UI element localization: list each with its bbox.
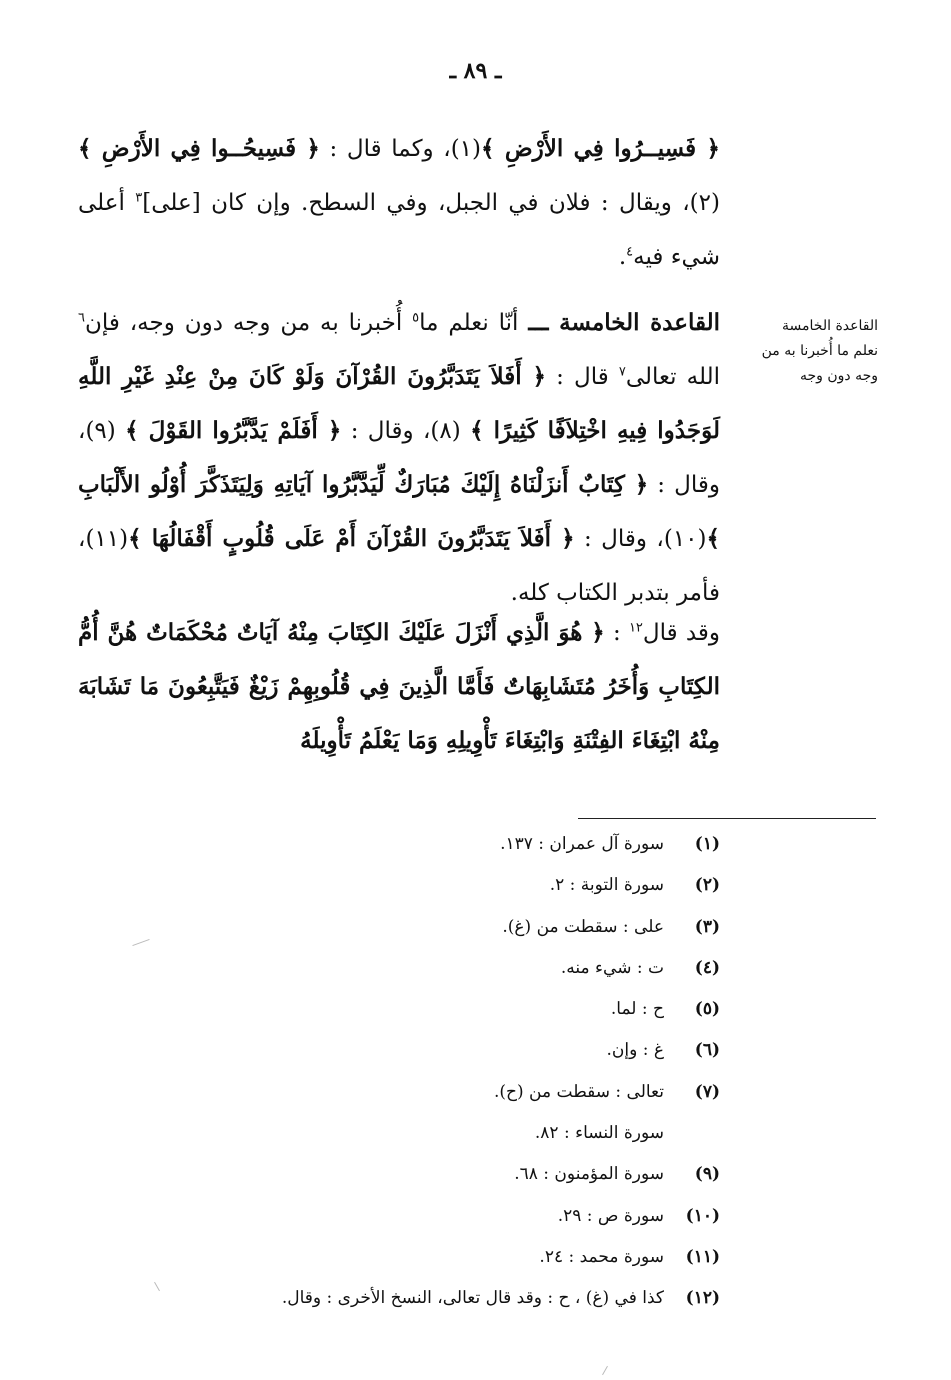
footnote-text: سورة آل عمران : ١٣٧. [500, 834, 664, 854]
footnote-ref: (١١) [85, 526, 129, 552]
footnote-number: (٣) [694, 916, 720, 937]
footnote-text: غ : وإن. [606, 1040, 664, 1061]
footnote-ref: ٦ [78, 310, 85, 326]
footnote-divider [578, 818, 876, 819]
text-run: : [604, 620, 629, 646]
footnote-text: على : سقطت من (غ). [502, 916, 664, 937]
footnote-item [140, 1040, 720, 1081]
quran-quote: ﴿ أَفَلاَ يَتَدَبَّرُونَ القُرْآنَ وَلَوْ كَانَ مِنْ عِنْدِ غَيْرِ اللَّهِ لَوَجَدُوا فِيهِ اخْتِلاَفًا كَثِيرًا ﴾ [78, 363, 720, 444]
quran-quote: ﴿ أَفَلاَ يَتَدَبَّرُونَ القُرْآنَ أَمْ عَلَى قُلُوبٍ أَقْفَالُهَا ﴾ [128, 525, 575, 552]
text-run: وقد قال [642, 620, 721, 646]
footnote-ref: ٧ [618, 364, 626, 380]
text-run: أنّا نعلم ما [419, 310, 529, 336]
text-run: ، فأمر بتدبر الكتاب كله. [78, 526, 720, 606]
page-number: ـ ٨٩ ـ [449, 58, 502, 84]
footnote-number: (٥) [694, 999, 720, 1020]
footnote-ref: (٨) [430, 418, 471, 444]
margin-note [738, 314, 878, 389]
footnote-number: (١٠) [685, 1205, 720, 1226]
text-run: ، وكما قال : [319, 136, 451, 162]
footnote-ref: (١) [450, 136, 482, 162]
footnote-ref: (١٠) [663, 526, 707, 552]
footnote-text: ت : شيء منه. [560, 957, 664, 978]
paragraph-1 [78, 122, 720, 284]
footnote-text: سورة النساء : ٨٢. [534, 1123, 664, 1144]
footnote-item [140, 1082, 720, 1123]
margin-note-line: نعلم ما أُخبرنا به من [761, 343, 878, 359]
footnote-number: (١٢) [685, 1288, 720, 1309]
footnote-item [140, 1247, 720, 1288]
footnote-number: (٩) [694, 1164, 720, 1185]
text-run: ، وقال : [574, 526, 664, 552]
footnote-ref: ١٢ [628, 620, 643, 636]
footnote-text: تعالى : سقطت من (ح). [494, 1081, 664, 1102]
text-run: ، وقال : [78, 418, 720, 498]
quran-quote: ﴿ فَسِيحُــوا فِي الأَرْضِ ﴾ [78, 135, 320, 162]
footnote-number: (١١) [685, 1246, 720, 1267]
text-run: ، وقال : [341, 418, 431, 444]
footnote-item [140, 999, 720, 1040]
text-run: أُخبرنا به من وجه دون وجه، فإن [84, 310, 413, 336]
footnote-item [140, 1123, 720, 1164]
footnote-text: سورة المؤمنون : ٦٨. [514, 1164, 664, 1185]
footnote-number: (٢) [694, 875, 720, 896]
footnote-number: (٧) [694, 1081, 720, 1102]
scan-mark [602, 1366, 608, 1375]
quran-quote: ﴿ أَفَلَمْ يَدَّبَّرُوا القَوْلَ ﴾ [125, 417, 342, 444]
text-run: . [618, 244, 627, 270]
rule-heading: القاعدة الخامسة ـــ [528, 309, 720, 336]
paragraph-3 [78, 606, 720, 768]
quran-quote: ﴿ هُوَ الَّذِي أَنْزَلَ عَلَيْكَ الكِتَابَ مِنْهُ آيَاتٌ مُحْكَمَاتٌ هُنَّ أُمُّ الكِتَابِ وَأُخَرُ مُتَشَابِهَاتٌ فَأَمَّا الَّذِينَ فِي قُلُوبِهِمْ زَيْغٌ فَيَتَّبِعُونَ مَا تَشَابَهَ مِنْهُ ابْتِغَاءَ الفِتْنَةِ وَابْتِغَاءَ تَأْوِيلِهِ وَمَا يَعْلَمُ تَأْوِيلَهُ [78, 619, 720, 754]
margin-note-line: وجه دون وجه [799, 368, 878, 384]
footnotes-list [140, 834, 720, 1330]
footnote-ref: ٥ [412, 310, 420, 326]
footnote-item [140, 834, 720, 875]
footnote-text: كذا في (غ) ، ح : وقد قال تعالى، النسخ الأخرى : وقال. [281, 1288, 664, 1309]
footnote-number: (٦) [694, 1040, 720, 1061]
footnote-ref: ٣ [135, 190, 143, 206]
footnote-text: سورة التوبة : ٢. [549, 875, 664, 896]
footnote-text: سورة ص : ٢٩. [557, 1205, 664, 1226]
margin-note-line: القاعدة الخامسة [782, 318, 878, 334]
text-run: قال : [545, 364, 619, 390]
footnote-item [140, 1206, 720, 1247]
text-run: ، ويقال : فلان في الجبل، وفي السطح. وإن كان [على] [142, 190, 690, 216]
footnote-ref: (٩) [85, 418, 126, 444]
footnote-item [140, 917, 720, 958]
quran-quote: ﴿ فَسِيــرُوا فِي الأَرْضِ ﴾ [481, 135, 720, 162]
text-run: الله تعالى [625, 364, 721, 390]
footnote-item [140, 958, 720, 999]
footnote-item [140, 1288, 720, 1329]
footnote-ref: (٢) [689, 190, 720, 216]
footnote-text: ح : لما. [610, 999, 664, 1020]
footnote-ref: ٤ [626, 244, 634, 260]
footnote-number: (١) [694, 834, 720, 854]
quran-quote: ﴿ كِتَابٌ أَنزَلْنَاهُ إِلَيْكَ مُبَارَكٌ لِّيَدَّبَّرُوا آيَاتِهِ وَلِيَتَذَكَّرَ أُوْلُو الأَلْبَابِ ﴾ [78, 471, 720, 552]
text-run: أعلى شيء فيه [78, 190, 720, 270]
footnote-text: سورة محمد : ٢٤. [539, 1246, 664, 1267]
footnote-item [140, 875, 720, 916]
paragraph-2 [78, 296, 720, 620]
footnote-item [140, 1164, 720, 1205]
footnote-number: (٤) [694, 957, 720, 978]
